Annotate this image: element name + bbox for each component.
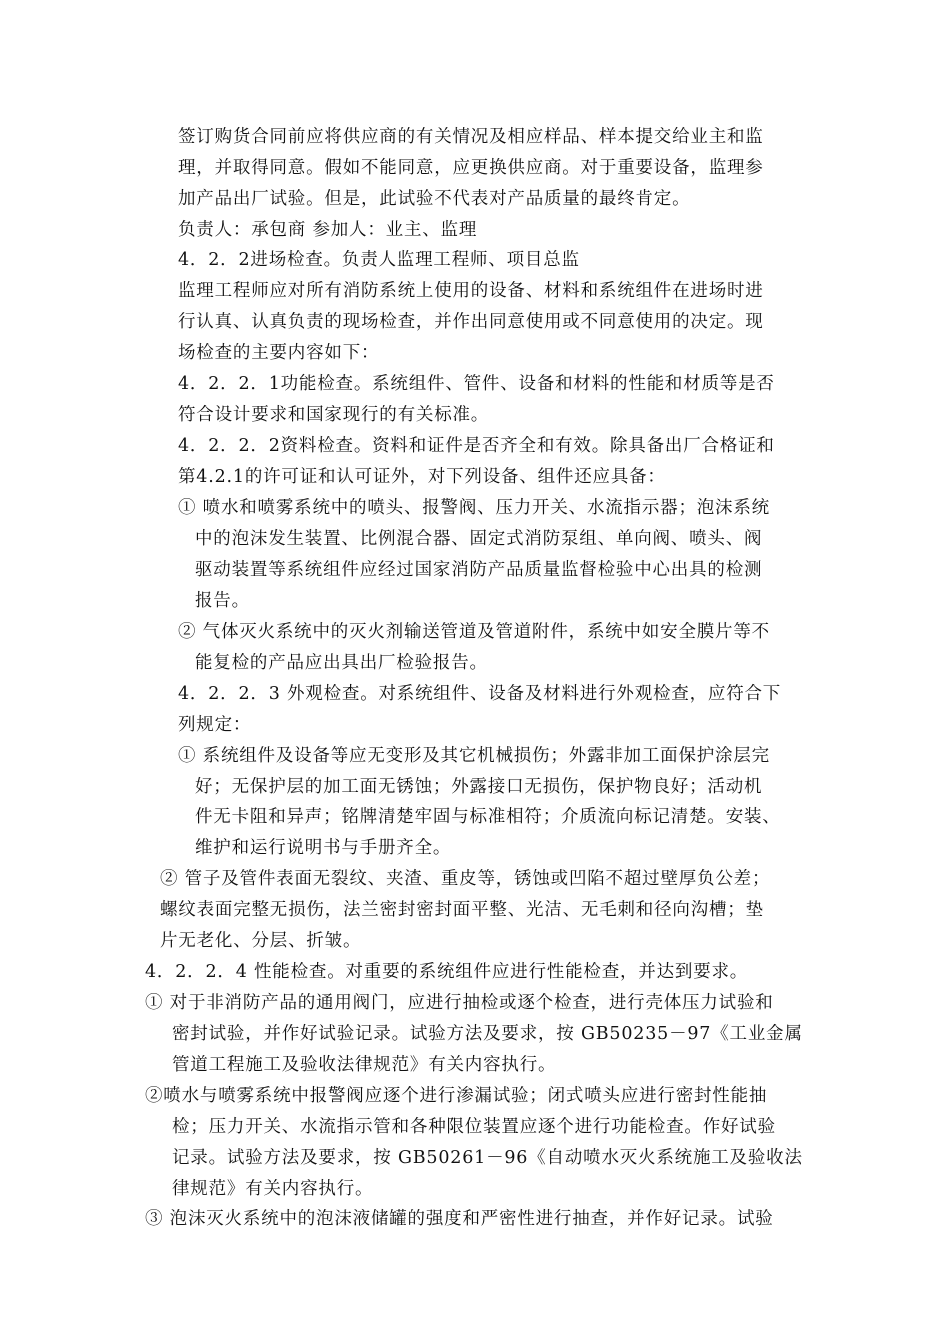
- text-line: 第4.2.1的许可证和认可证外，对下列设备、组件还应具备：: [178, 467, 666, 487]
- list-item-line: 驱动装置等系统组件应经过国家消防产品质量监督检验中心出具的检测: [195, 560, 763, 580]
- section-heading: 4．2．2．3 外观检查。对系统组件、设备及材料进行外观检查，应符合下: [178, 684, 782, 704]
- list-item-line: ① 对于非消防产品的通用阀门，应进行抽检或逐个检查，进行壳体压力试验和: [145, 993, 774, 1013]
- text-line: 负责人：承包商 参加人：业主、监理: [178, 220, 478, 240]
- list-item-line: 维护和运行说明书与手册齐全。: [195, 838, 452, 858]
- text-line: 符合设计要求和国家现行的有关标准。: [178, 405, 490, 425]
- section-heading: 4．2．2．2资料检查。资料和证件是否齐全和有效。除具备出厂合格证和: [178, 436, 775, 456]
- section-heading: 4．2．2．4 性能检查。对重要的系统组件应进行性能检查，并达到要求。: [145, 962, 749, 982]
- list-item-line: 件无卡阻和异声；铭牌清楚牢固与标准相符；介质流向标记清楚。安装、: [195, 807, 781, 827]
- list-item-line: ③ 泡沫灭火系统中的泡沫液储罐的强度和严密性进行抽查，并作好记录。试验: [145, 1209, 774, 1229]
- list-item-line: 好；无保护层的加工面无锈蚀；外露接口无损伤，保护物良好；活动机: [195, 777, 763, 797]
- list-item-line: 密封试验，并作好试验记录。试验方法及要求，按 GB50235－97《工业金属: [172, 1024, 803, 1044]
- list-item-line: ① 系统组件及设备等应无变形及其它机械损伤；外露非加工面保护涂层完: [178, 746, 770, 766]
- text-line: 场检查的主要内容如下：: [178, 343, 380, 363]
- list-item-line: 能复检的产品应出具出厂检验报告。: [195, 653, 488, 673]
- list-item-line: 报告。: [195, 591, 250, 611]
- text-line: 签订购货合同前应将供应商的有关情况及相应样品、样本提交给业主和监: [178, 127, 764, 147]
- list-item-line: ① 喷水和喷雾系统中的喷头、报警阀、压力开关、水流指示器；泡沫系统: [178, 498, 770, 518]
- list-item-line: 管道工程施工及验收法律规范》有关内容执行。: [172, 1055, 557, 1075]
- list-item-line: 检；压力开关、水流指示管和各种限位装置应逐个进行功能检查。作好试验: [172, 1117, 776, 1137]
- list-item-line: 螺纹表面完整无损伤，法兰密封密封面平整、光洁、无毛刺和径向沟槽；垫: [160, 900, 764, 920]
- section-heading: 4．2．2．1功能检查。系统组件、管件、设备和材料的性能和材质等是否: [178, 374, 775, 394]
- list-item-line: 记录。试验方法及要求，按 GB50261－96《自动喷水灭火系统施工及验收法: [172, 1148, 803, 1168]
- list-item-line: ② 气体灭火系统中的灭火剂输送管道及管道附件，系统中如安全膜片等不: [178, 622, 770, 642]
- list-item-line: 律规范》有关内容执行。: [172, 1179, 374, 1199]
- section-heading: 4．2．2进场检查。负责人监理工程师、项目总监: [178, 250, 580, 270]
- text-line: 行认真、认真负责的现场检查，并作出同意使用或不同意使用的决定。现: [178, 312, 764, 332]
- text-line: 监理工程师应对所有消防系统上使用的设备、材料和系统组件在进场时进: [178, 281, 764, 301]
- list-item-line: 片无老化、分层、折皱。: [160, 931, 362, 951]
- text-line: 列规定：: [178, 715, 252, 735]
- list-item-line: ②喷水与喷雾系统中报警阀应逐个进行渗漏试验；闭式喷头应进行密封性能抽: [145, 1086, 768, 1106]
- text-line: 加产品出厂试验。但是，此试验不代表对产品质量的最终肯定。: [178, 189, 691, 209]
- list-item-line: ② 管子及管件表面无裂纹、夹渣、重皮等，锈蚀或凹陷不超过壁厚负公差；: [160, 869, 771, 889]
- text-line: 理，并取得同意。假如不能同意，应更换供应商。对于重要设备，监理参: [178, 158, 764, 178]
- list-item-line: 中的泡沫发生装置、比例混合器、固定式消防泵组、单向阀、喷头、阀: [195, 529, 763, 549]
